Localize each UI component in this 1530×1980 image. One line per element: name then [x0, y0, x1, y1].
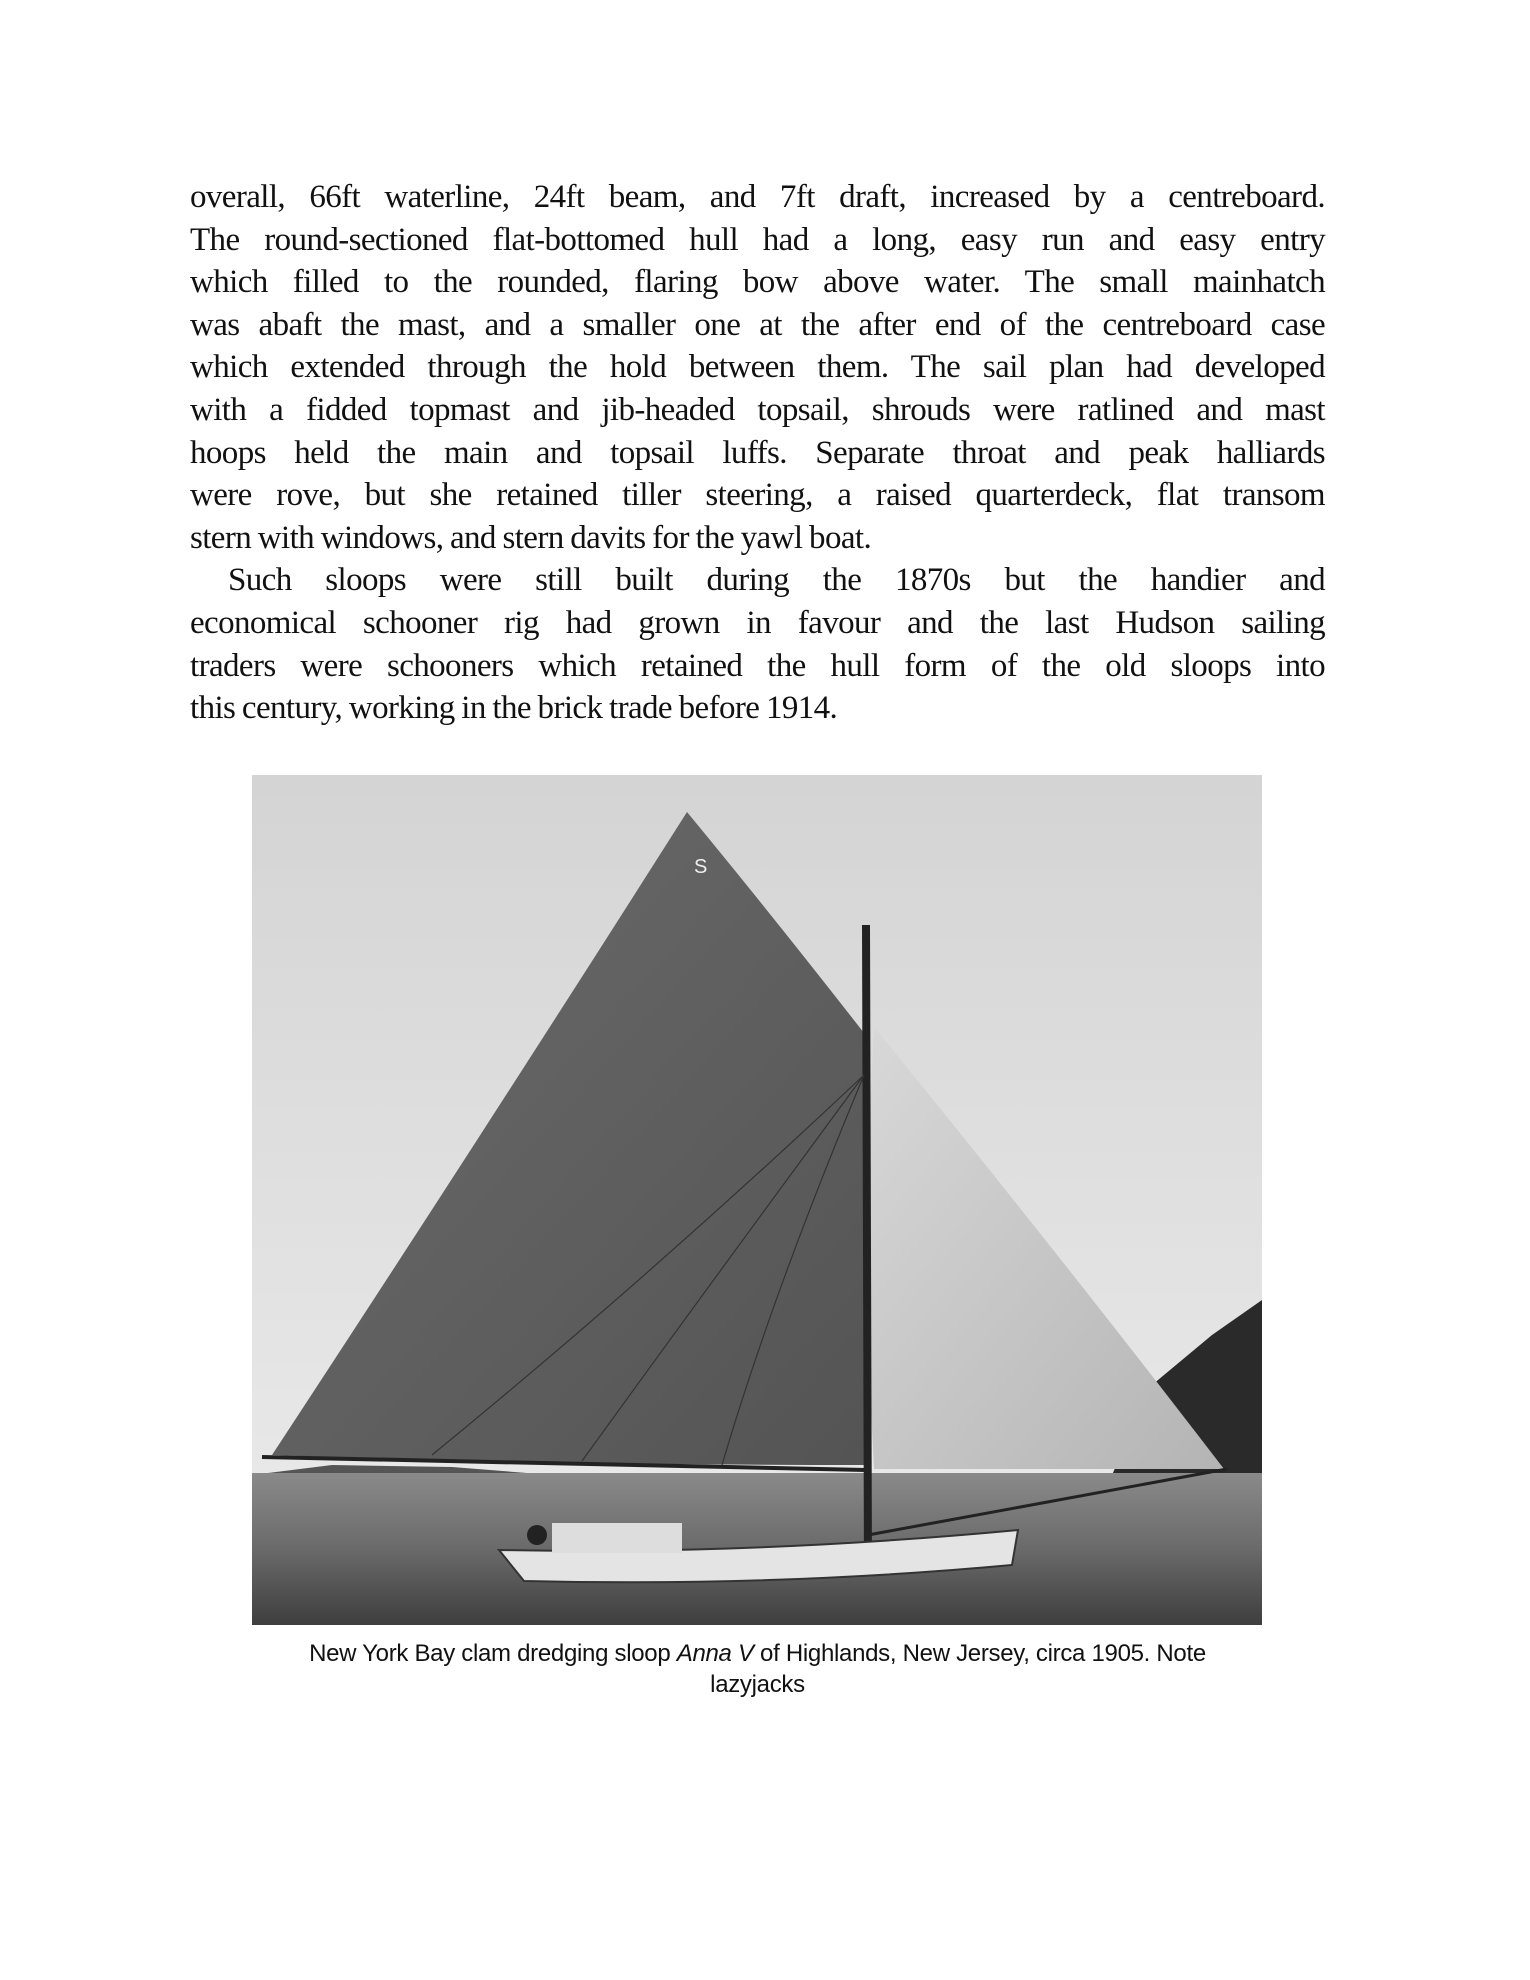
- text-line: economical schooner rig had grown in favour and the last Hudson sailing: [190, 604, 1325, 641]
- caption-text: lazyjacks: [710, 1671, 805, 1698]
- text-line: with a fidded topmast and jib-headed topsail, shrouds were ratlined and mast: [190, 391, 1325, 428]
- figure-caption: [190, 1638, 1325, 1700]
- text-line: Such sloops were still built during the 1870s but the handier and: [228, 562, 1325, 599]
- caption-text: of Highlands, New Jersey, circa 1905. Note: [753, 1640, 1206, 1667]
- text-line: was abaft the mast, and a smaller one at the after end of the centreboard case: [190, 306, 1325, 343]
- vessel-name: Anna V: [676, 1640, 754, 1667]
- text-line: were rove, but she retained tiller steering, a raised quarterdeck, flat transom: [190, 477, 1325, 514]
- text-line: stern with windows, and stern davits for the yawl boat.: [190, 519, 872, 556]
- text-line: this century, working in the brick trade before 1914.: [190, 690, 838, 727]
- text-line: overall, 66ft waterline, 24ft beam, and 7ft draft, increased by a centreboard.: [190, 179, 1325, 215]
- text-line: The round-sectioned flat-bottomed hull had a long, easy run and easy entry: [190, 221, 1325, 258]
- text-line: which filled to the rounded, flaring bow above water. The small mainhatch: [190, 264, 1325, 301]
- text-line: traders were schooners which retained the hull form of the old sloops into: [190, 647, 1325, 684]
- text-line: which extended through the hold between them. The sail plan had developed: [190, 349, 1325, 386]
- mast: [866, 925, 868, 1575]
- sloop-photo: [252, 775, 1262, 1625]
- caption-text: New York Bay clam dredging sloop: [309, 1640, 677, 1667]
- body-text: [190, 176, 1325, 730]
- sail-mark: S: [694, 856, 708, 878]
- text-line: hoops held the main and topsail luffs. Separate throat and peak halliards: [190, 434, 1325, 471]
